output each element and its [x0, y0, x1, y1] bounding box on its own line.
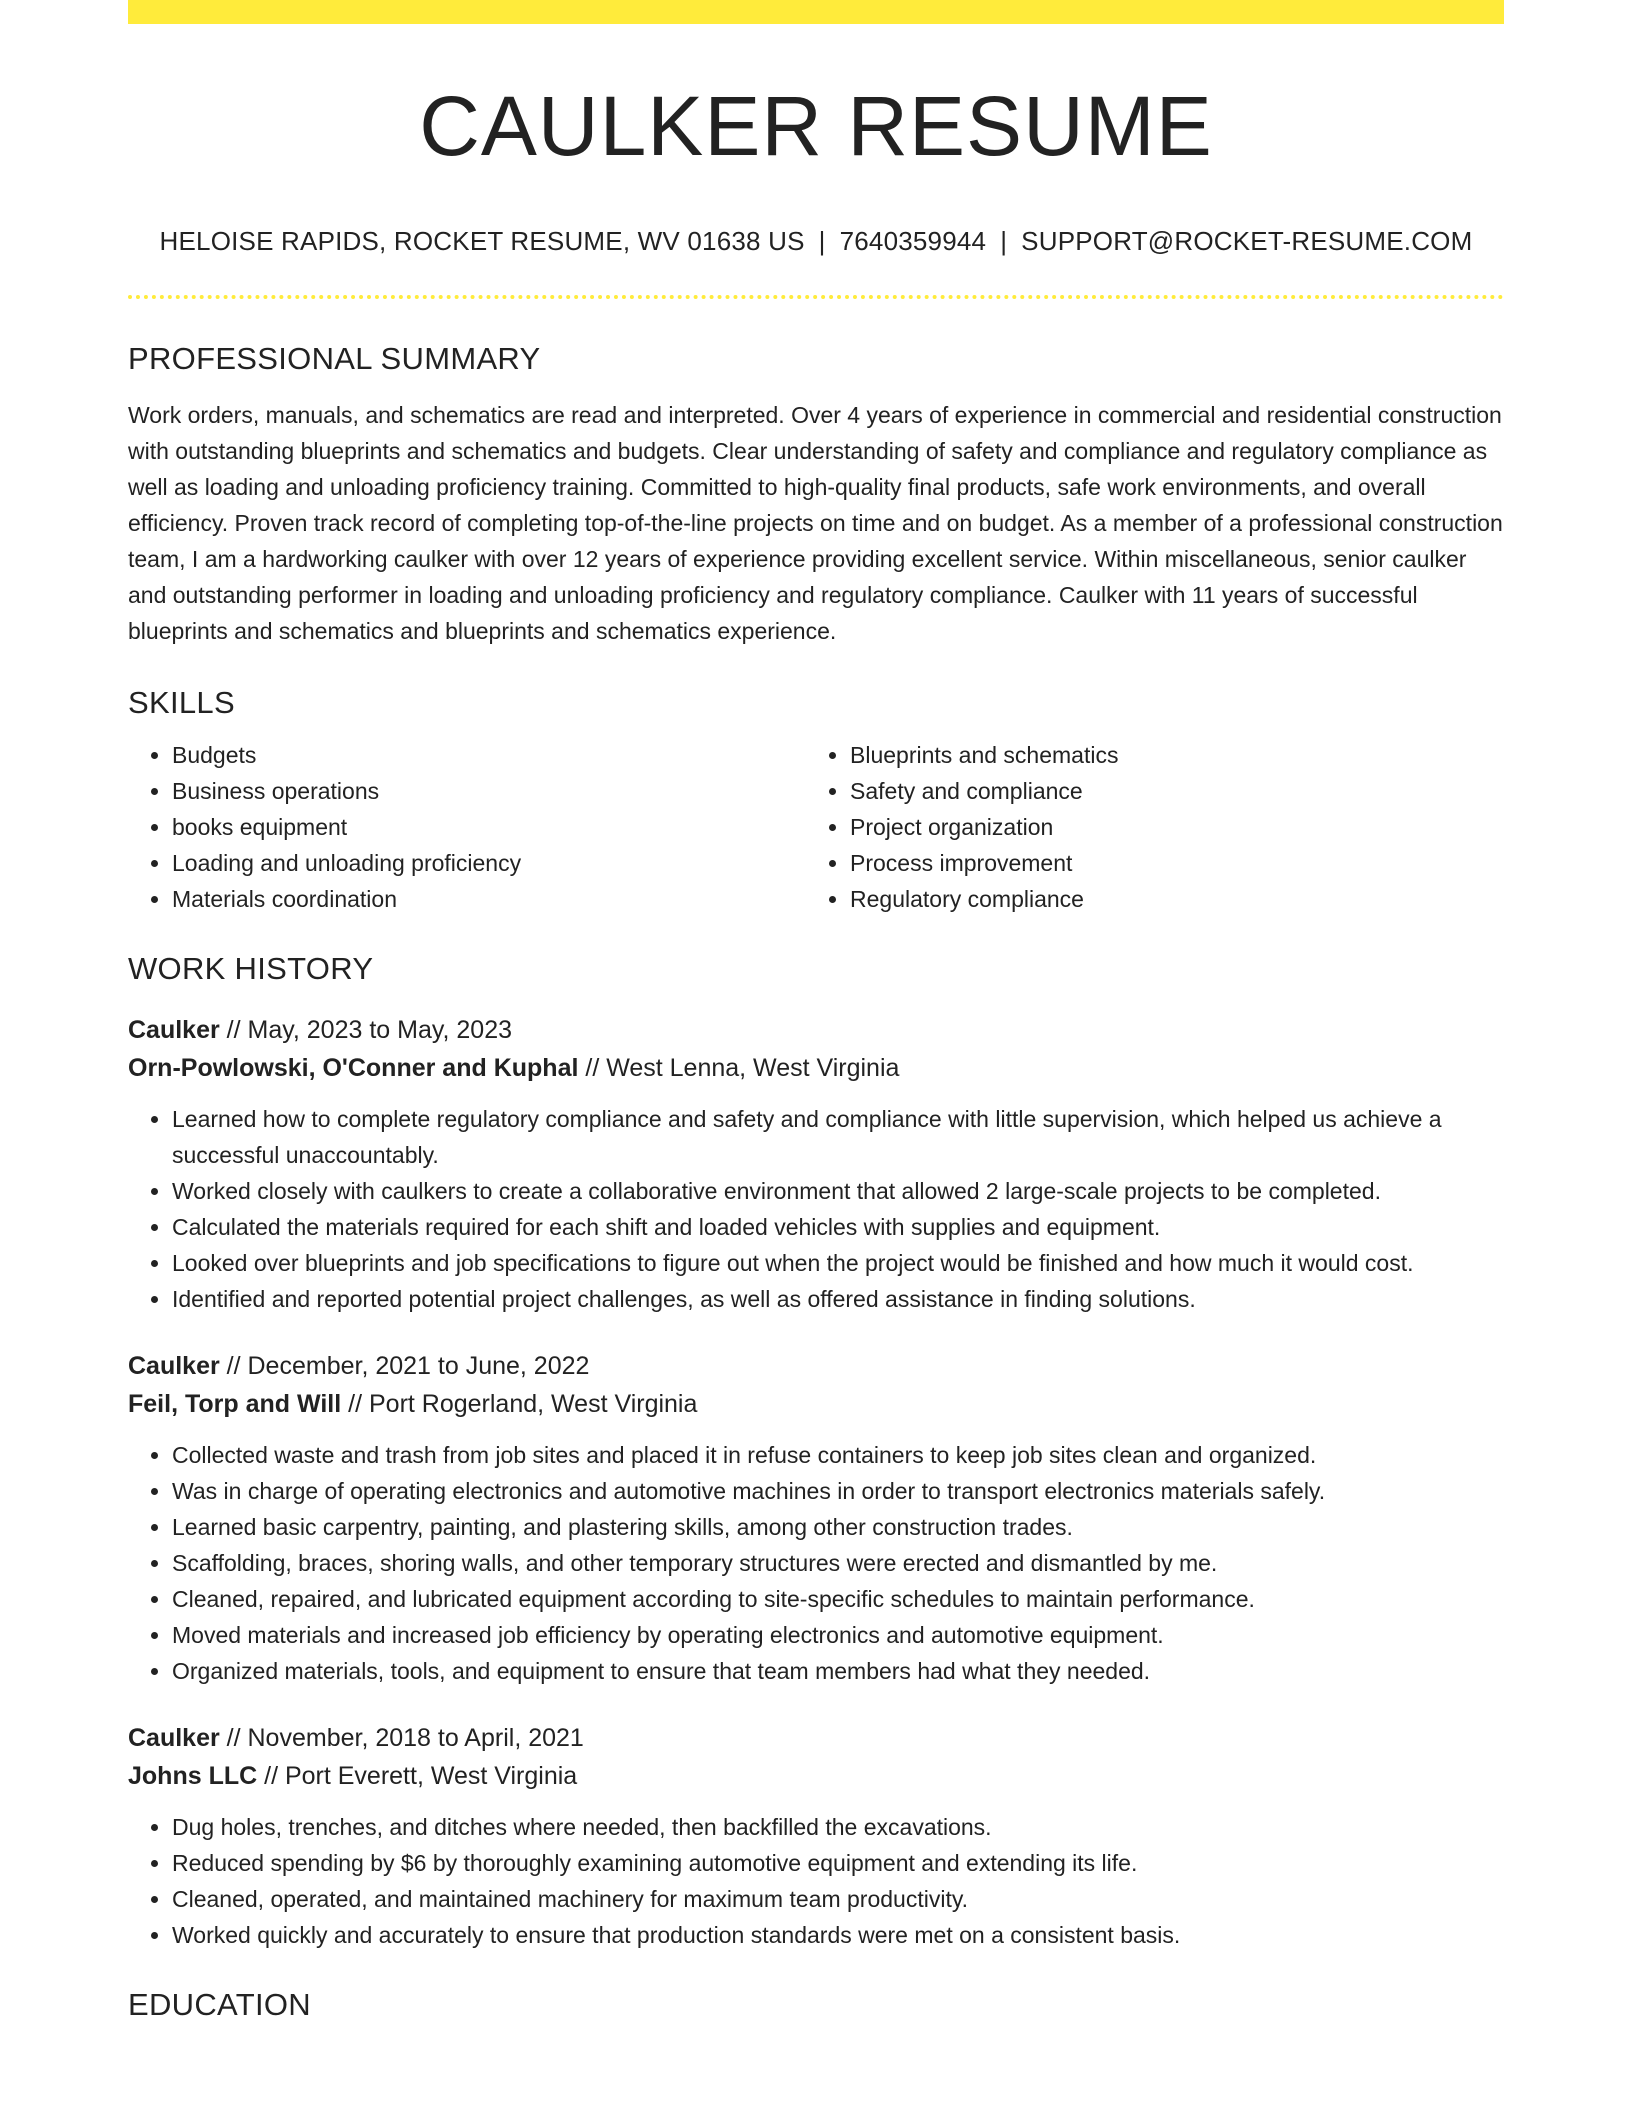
skill-item: • Materials coordination [172, 881, 806, 917]
job-role: Caulker [128, 1352, 220, 1380]
job-bullet: • Learned basic carpentry, painting, and plastering skills, among other construction trades. [172, 1509, 1504, 1545]
job-employer-line [128, 1757, 1504, 1795]
job-bullets [128, 1809, 1504, 1953]
education-heading: EDUCATION [128, 1987, 311, 2022]
job-company: Orn-Powlowski, O'Conner and Kuphal [128, 1054, 579, 1082]
job-bullet: • Was in charge of operating electronics and automotive machines in order to transport electronics materials safely. [172, 1473, 1504, 1509]
contact-address: HELOISE RAPIDS, ROCKET RESUME, WV 01638 US [159, 226, 805, 256]
job-bullet: • Cleaned, repaired, and lubricated equipment according to site-specific schedules to maintain performance. [172, 1581, 1504, 1617]
contact-line [128, 226, 1504, 257]
skill-item: • Business operations [172, 773, 806, 809]
job-bullet: • Worked quickly and accurately to ensure that production standards were met on a consistent basis. [172, 1917, 1504, 1953]
work-history-heading: WORK HISTORY [128, 951, 374, 986]
job-dates: // November, 2018 to April, 2021 [219, 1724, 584, 1752]
job-bullet: • Reduced spending by $6 by thoroughly examining automotive equipment and extending its life. [172, 1845, 1504, 1881]
job-bullet: • Identified and reported potential project challenges, as well as offered assistance in finding solutions. [172, 1281, 1504, 1317]
job-title-line [128, 1719, 1504, 1757]
skills-column-right [806, 737, 1484, 917]
dotted-divider [128, 295, 1504, 299]
job-dates: // May, 2023 to May, 2023 [219, 1016, 513, 1044]
job-bullets [128, 1437, 1504, 1689]
job-bullet: • Dug holes, trenches, and ditches where needed, then backfilled the excavations. [172, 1809, 1504, 1845]
job-location: // Port Rogerland, West Virginia [341, 1390, 698, 1418]
job-bullet: • Organized materials, tools, and equipment to ensure that team members had what they needed. [172, 1653, 1504, 1689]
job-entry [128, 1347, 1504, 1689]
accent-top-bar [128, 0, 1504, 24]
resume-page [128, 0, 1504, 2023]
contact-email: SUPPORT@ROCKET-RESUME.COM [1021, 226, 1473, 256]
job-role: Caulker [128, 1016, 220, 1044]
summary-heading: PROFESSIONAL SUMMARY [128, 341, 541, 376]
job-bullet: • Worked closely with caulkers to create a collaborative environment that allowed 2 large-scale projects to be completed. [172, 1173, 1504, 1209]
job-title-line [128, 1347, 1504, 1385]
job-entry [128, 1011, 1504, 1317]
skill-item: • Project organization [850, 809, 1484, 845]
job-dates: // December, 2021 to June, 2022 [219, 1352, 590, 1380]
job-bullet: • Cleaned, operated, and maintained machinery for maximum team productivity. [172, 1881, 1504, 1917]
skill-item: • Regulatory compliance [850, 881, 1484, 917]
job-employer-line [128, 1049, 1504, 1087]
skill-item: • Budgets [172, 737, 806, 773]
contact-separator: | [1000, 226, 1008, 256]
job-role: Caulker [128, 1724, 220, 1752]
skills-list [128, 737, 1504, 917]
skill-item: • Process improvement [850, 845, 1484, 881]
skill-item: • Loading and unloading proficiency [172, 845, 806, 881]
contact-phone: 7640359944 [839, 226, 987, 256]
job-location: // West Lenna, West Virginia [578, 1054, 900, 1082]
job-bullet: • Moved materials and increased job efficiency by operating electronics and automotive equipment. [172, 1617, 1504, 1653]
job-title-line [128, 1011, 1504, 1049]
summary-text: Work orders, manuals, and schematics are read and interpreted. Over 4 years of experience in commercial and residential construction with outstanding blueprints and schematics and budgets. Clear understanding of safety and compliance and regulatory compliance as well as loading and unloading proficiency training. Committed to high-quality final products, safe work environments, and overall efficiency. Proven track record of completing top-of-the-line projects on time and on budget. As a member of a professional construction team, I am a hardworking caulker with over 12 years of experience providing excellent service. Within miscellaneous, senior caulker and outstanding performer in loading and unloading proficiency and regulatory compliance. Caulker with 11 years of successful blueprints and schematics and blueprints and schematics experience. [128, 402, 1503, 644]
job-bullet: • Scaffolding, braces, shoring walls, and other temporary structures were erected and dismantled by me. [172, 1545, 1504, 1581]
job-company: Johns LLC [128, 1762, 258, 1790]
job-bullet: • Collected waste and trash from job sites and placed it in refuse containers to keep job sites clean and organized. [172, 1437, 1504, 1473]
job-bullet: • Looked over blueprints and job specifications to figure out when the project would be finished and how much it would cost. [172, 1245, 1504, 1281]
skill-item: • Blueprints and schematics [850, 737, 1484, 773]
job-bullets [128, 1101, 1504, 1317]
job-entry [128, 1719, 1504, 1953]
skill-item: • Safety and compliance [850, 773, 1484, 809]
job-bullet: • Learned how to complete regulatory compliance and safety and compliance with little supervision, which helped us achieve a successful unaccountably. [172, 1101, 1504, 1173]
job-location: // Port Everett, West Virginia [257, 1762, 578, 1790]
contact-separator: | [818, 226, 826, 256]
job-bullet: • Calculated the materials required for each shift and loaded vehicles with supplies and equipment. [172, 1209, 1504, 1245]
skill-item: • books equipment [172, 809, 806, 845]
resume-title: CAULKER RESUME [419, 79, 1213, 173]
skills-column-left [128, 737, 806, 917]
job-company: Feil, Torp and Will [128, 1390, 342, 1418]
skills-heading: SKILLS [128, 685, 235, 720]
job-employer-line [128, 1385, 1504, 1423]
